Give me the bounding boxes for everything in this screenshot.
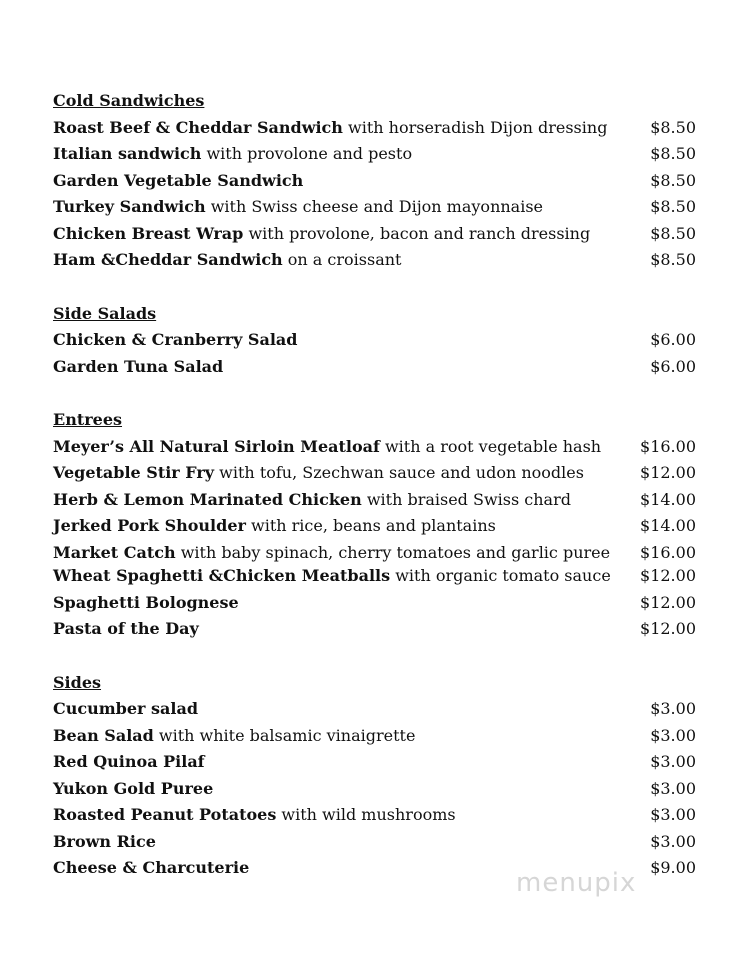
item-name: Wheat Spaghetti &Chicken Meatballs (53, 566, 391, 585)
item-price: $9.00 (650, 858, 696, 877)
item-description: with tofu, Szechwan sauce and udon noodles (214, 463, 584, 482)
item-description: with provolone and pesto (201, 144, 413, 163)
item-price: $12.00 (640, 619, 696, 638)
item-price: $3.00 (650, 699, 696, 718)
menu-item (53, 435, 696, 459)
item-name: Italian sandwich (53, 144, 202, 163)
section-heading-side-salads: Side Salads (53, 304, 157, 323)
item-price: $16.00 (640, 437, 696, 456)
item-price: $8.50 (650, 118, 696, 137)
item-description: with a root vegetable hash (379, 437, 602, 456)
item-price: $8.50 (650, 197, 696, 216)
menu-item (53, 724, 696, 748)
item-price: $3.00 (650, 779, 696, 798)
menu-item (53, 803, 696, 827)
item-name: Vegetable Stir Fry (53, 463, 215, 482)
item-name: Chicken Breast Wrap (53, 224, 244, 243)
item-description: on a croissant (282, 250, 402, 269)
menu-item (53, 541, 696, 565)
menu-item (53, 116, 696, 140)
item-description: with rice, beans and plantains (245, 516, 496, 535)
item-price: $6.00 (650, 330, 696, 349)
item-name: Brown Rice (53, 832, 156, 851)
item-description: with Swiss cheese and Dijon mayonnaise (205, 197, 544, 216)
menu-item (53, 488, 696, 512)
menu-item (53, 591, 696, 615)
item-price: $8.50 (650, 224, 696, 243)
item-price: $6.00 (650, 357, 696, 376)
menupix-watermark: menupix (516, 868, 637, 898)
menu-item (53, 750, 696, 774)
item-price: $3.00 (650, 805, 696, 824)
item-name: Roast Beef & Cheddar Sandwich (53, 118, 343, 137)
item-description: with baby spinach, cherry tomatoes and garlic puree (175, 543, 611, 562)
item-price: $12.00 (640, 463, 696, 482)
item-name: Market Catch (53, 543, 176, 562)
item-name: Chicken & Cranberry Salad (53, 330, 298, 349)
menu-item (53, 514, 696, 538)
item-name: Turkey Sandwich (53, 197, 206, 216)
menu-item (53, 830, 696, 854)
menu-item (53, 142, 696, 166)
item-description: with organic tomato sauce (390, 566, 611, 585)
item-name: Jerked Pork Shoulder (53, 516, 246, 535)
item-description: with provolone, bacon and ranch dressing (243, 224, 591, 243)
section-heading-sides: Sides (53, 673, 102, 692)
item-name: Cheese & Charcuterie (53, 858, 250, 877)
menu-item (53, 222, 696, 246)
item-price: $14.00 (640, 490, 696, 509)
menu-item (53, 697, 696, 721)
item-name: Spaghetti Bolognese (53, 593, 239, 612)
item-name: Bean Salad (53, 726, 154, 745)
menu-item (53, 777, 696, 801)
item-description: with wild mushrooms (276, 805, 456, 824)
item-price: $8.50 (650, 144, 696, 163)
item-name: Pasta of the Day (53, 619, 199, 638)
item-price: $12.00 (640, 593, 696, 612)
item-description: with braised Swiss chard (361, 490, 571, 509)
item-price: $3.00 (650, 752, 696, 771)
menu-item (53, 355, 696, 379)
item-price: $12.00 (640, 566, 696, 585)
item-price: $8.50 (650, 171, 696, 190)
menu-item (53, 169, 696, 193)
item-name: Red Quinoa Pilaf (53, 752, 205, 771)
menu-item (53, 328, 696, 352)
item-name: Meyer’s All Natural Sirloin Meatloaf (53, 437, 380, 456)
item-name: Herb & Lemon Marinated Chicken (53, 490, 362, 509)
menu-item (53, 195, 696, 219)
item-price: $8.50 (650, 250, 696, 269)
item-name: Ham &Cheddar Sandwich (53, 250, 283, 269)
item-price: $3.00 (650, 832, 696, 851)
menu-item (53, 617, 696, 641)
item-price: $14.00 (640, 516, 696, 535)
item-description: with white balsamic vinaigrette (153, 726, 416, 745)
item-price: $16.00 (640, 543, 696, 562)
menu-item (53, 248, 696, 272)
item-name: Garden Tuna Salad (53, 357, 224, 376)
item-name: Cucumber salad (53, 699, 199, 718)
item-price: $3.00 (650, 726, 696, 745)
section-heading-entrees: Entrees (53, 410, 123, 429)
item-description: with horseradish Dijon dressing (342, 118, 608, 137)
section-heading-cold-sandwiches: Cold Sandwiches (53, 91, 205, 110)
item-name: Yukon Gold Puree (53, 779, 214, 798)
item-name: Roasted Peanut Potatoes (53, 805, 277, 824)
menu-item (53, 564, 696, 588)
menu-item (53, 461, 696, 485)
item-name: Garden Vegetable Sandwich (53, 171, 304, 190)
